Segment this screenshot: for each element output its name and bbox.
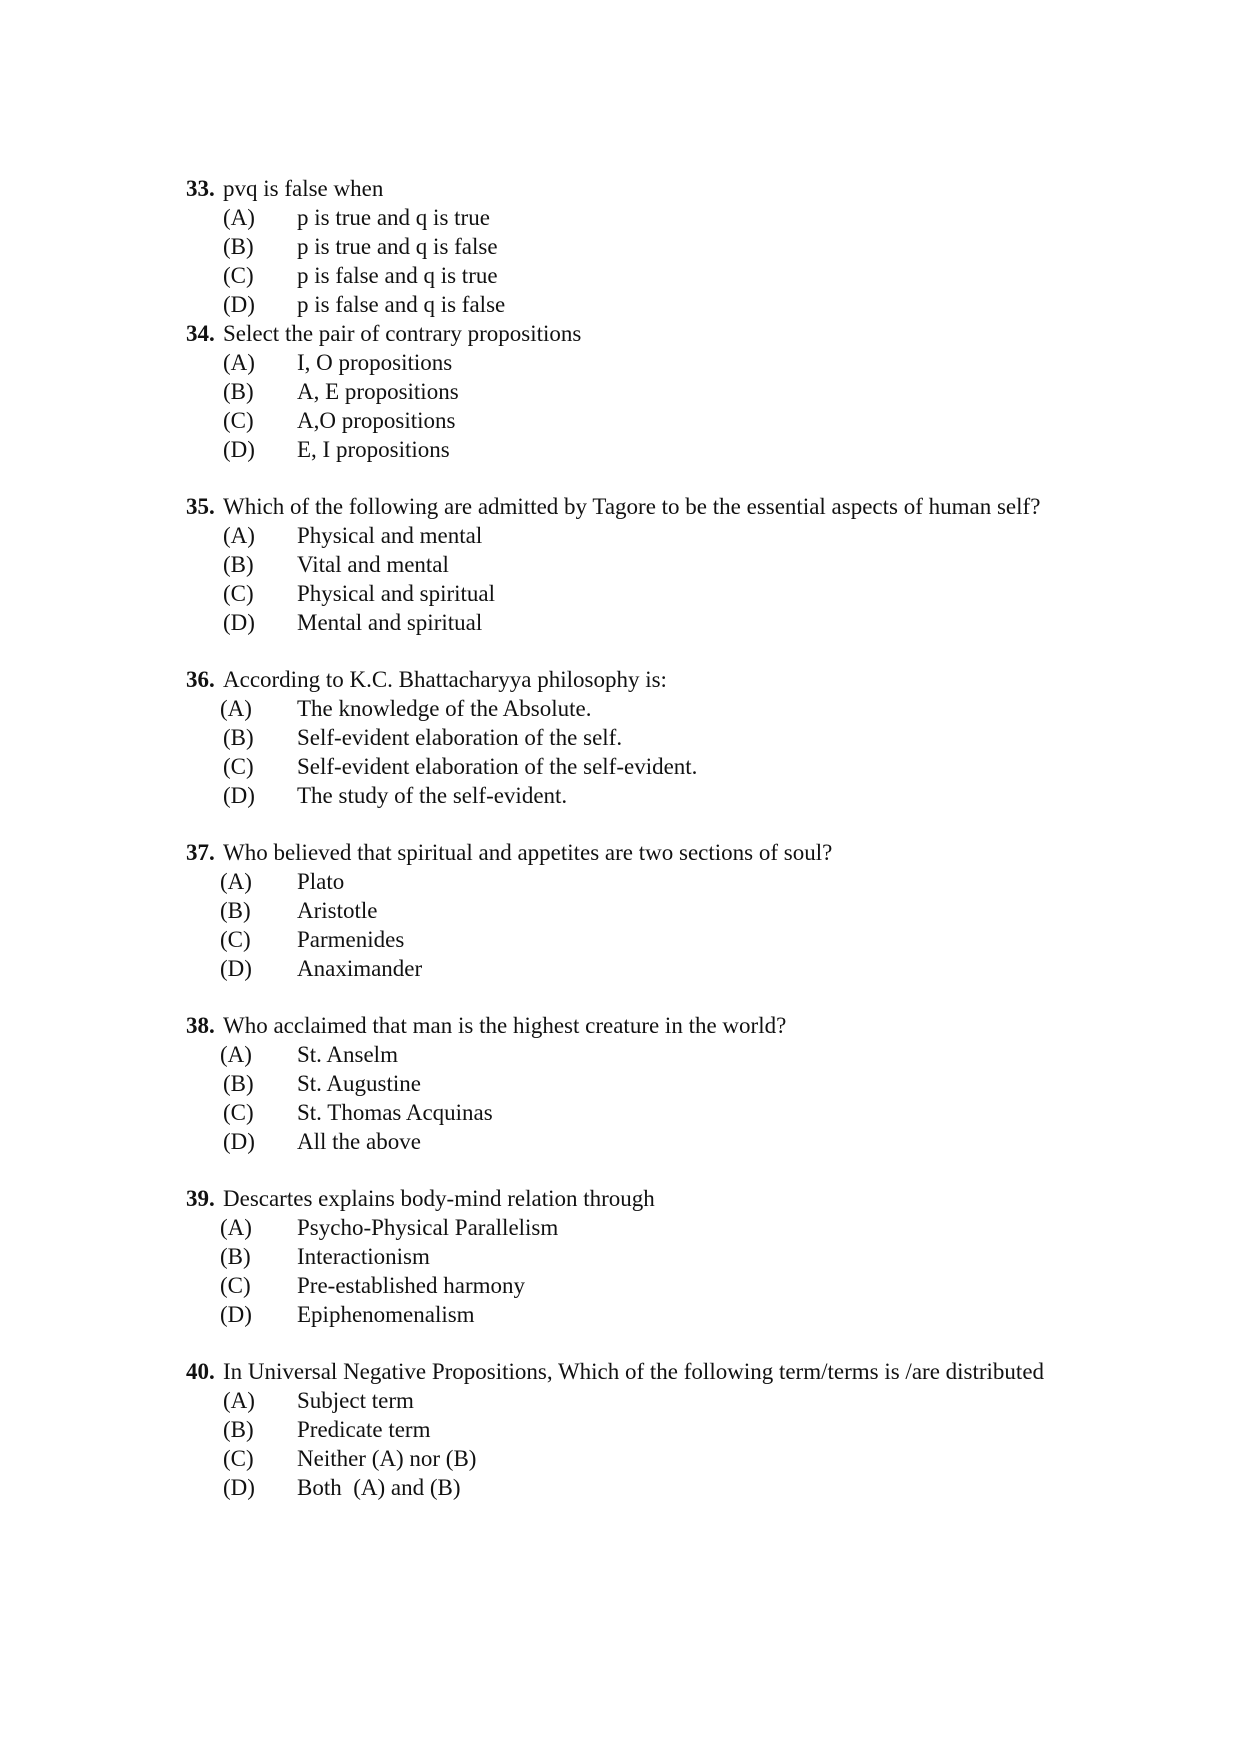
option-text: Mental and spiritual bbox=[297, 610, 483, 635]
option-text: I, O propositions bbox=[297, 350, 453, 375]
option-d bbox=[223, 1127, 1086, 1156]
option-text: Parmenides bbox=[297, 927, 405, 952]
option-text: Pre-established harmony bbox=[297, 1273, 526, 1298]
option-label: (B) bbox=[220, 898, 251, 923]
option-d bbox=[220, 1300, 1086, 1329]
question-stem bbox=[186, 1184, 1086, 1213]
option-c bbox=[223, 406, 1086, 435]
question-text: In Universal Negative Propositions, Which of the following term/terms is /are distributed bbox=[223, 1359, 1045, 1384]
option-text: Self-evident elaboration of the self. bbox=[297, 725, 623, 750]
option-label: (C) bbox=[223, 263, 254, 288]
question-stem bbox=[186, 665, 1086, 694]
option-c bbox=[223, 752, 1086, 781]
question-36 bbox=[186, 665, 1086, 810]
question-text: Select the pair of contrary propositions bbox=[223, 321, 582, 346]
option-b bbox=[223, 550, 1086, 579]
option-a bbox=[220, 867, 1086, 896]
question-number: 39. bbox=[186, 1186, 215, 1211]
option-label: (A) bbox=[223, 1388, 255, 1413]
question-number: 33. bbox=[186, 176, 215, 201]
option-label: (C) bbox=[223, 1100, 254, 1125]
option-label: (C) bbox=[223, 754, 254, 779]
option-label: (A) bbox=[220, 869, 252, 894]
option-label: (D) bbox=[223, 1475, 255, 1500]
option-label: (D) bbox=[223, 437, 255, 462]
option-d bbox=[223, 781, 1086, 810]
question-number: 40. bbox=[186, 1359, 215, 1384]
option-b bbox=[220, 1242, 1086, 1271]
option-text: Anaximander bbox=[297, 956, 423, 981]
option-label: (B) bbox=[223, 234, 254, 259]
question-39 bbox=[186, 1184, 1086, 1329]
option-label: (A) bbox=[223, 523, 255, 548]
option-c bbox=[220, 925, 1086, 954]
option-c bbox=[223, 1444, 1086, 1473]
option-label: (C) bbox=[220, 1273, 251, 1298]
option-text: Physical and mental bbox=[297, 523, 483, 548]
option-label: (D) bbox=[223, 783, 255, 808]
question-number: 36. bbox=[186, 667, 215, 692]
question-35 bbox=[186, 492, 1086, 637]
question-37 bbox=[186, 838, 1086, 983]
question-number: 34. bbox=[186, 321, 215, 346]
question-stem bbox=[186, 838, 1086, 867]
option-c bbox=[223, 261, 1086, 290]
option-label: (B) bbox=[223, 379, 254, 404]
option-label: (C) bbox=[220, 927, 251, 952]
option-label: (A) bbox=[223, 205, 255, 230]
question-40 bbox=[186, 1357, 1086, 1502]
question-stem bbox=[186, 1011, 1086, 1040]
option-a bbox=[223, 1386, 1086, 1415]
option-text: Subject term bbox=[297, 1388, 414, 1413]
question-stem bbox=[186, 492, 1086, 521]
option-label: (D) bbox=[223, 610, 255, 635]
option-text: The study of the self-evident. bbox=[297, 783, 568, 808]
option-a bbox=[220, 1213, 1086, 1242]
option-text: St. Anselm bbox=[297, 1042, 398, 1067]
option-c bbox=[223, 1098, 1086, 1127]
question-text: According to K.C. Bhattacharyya philosophy is: bbox=[223, 667, 667, 692]
option-text: A,O propositions bbox=[297, 408, 456, 433]
option-text: E, I propositions bbox=[297, 437, 450, 462]
option-label: (D) bbox=[220, 956, 252, 981]
question-number: 37. bbox=[186, 840, 215, 865]
question-38 bbox=[186, 1011, 1086, 1156]
option-label: (B) bbox=[223, 1071, 254, 1096]
option-label: (A) bbox=[223, 350, 255, 375]
question-text: pvq is false when bbox=[223, 176, 384, 201]
option-b bbox=[223, 1069, 1086, 1098]
option-d bbox=[223, 290, 1086, 319]
option-text: Interactionism bbox=[297, 1244, 430, 1269]
option-b bbox=[223, 232, 1086, 261]
question-stem bbox=[186, 174, 1086, 203]
option-text: p is false and q is true bbox=[297, 263, 498, 288]
option-a bbox=[223, 348, 1086, 377]
option-text: Aristotle bbox=[297, 898, 378, 923]
option-text: p is true and q is false bbox=[297, 234, 498, 259]
option-text: Epiphenomenalism bbox=[297, 1302, 475, 1327]
option-a bbox=[223, 521, 1086, 550]
question-number: 35. bbox=[186, 494, 215, 519]
option-a bbox=[220, 1040, 1086, 1069]
option-c bbox=[220, 1271, 1086, 1300]
question-paper-page bbox=[186, 174, 1086, 1502]
option-label: (A) bbox=[220, 1042, 252, 1067]
option-text: All the above bbox=[297, 1129, 421, 1154]
question-stem bbox=[186, 1357, 1086, 1386]
question-text: Which of the following are admitted by Tagore to be the essential aspects of human self? bbox=[223, 494, 1041, 519]
question-text: Who believed that spiritual and appetites are two sections of soul? bbox=[223, 840, 833, 865]
option-b bbox=[223, 723, 1086, 752]
option-text: Neither (A) nor (B) bbox=[297, 1446, 477, 1471]
option-label: (B) bbox=[223, 1417, 254, 1442]
question-33 bbox=[186, 174, 1086, 319]
option-label: (B) bbox=[220, 1244, 251, 1269]
option-text: A, E propositions bbox=[297, 379, 459, 404]
option-text: Plato bbox=[297, 869, 345, 894]
option-text: Psycho-Physical Parallelism bbox=[297, 1215, 559, 1240]
option-label: (C) bbox=[223, 408, 254, 433]
option-d bbox=[223, 608, 1086, 637]
option-label: (A) bbox=[220, 696, 252, 721]
option-b bbox=[223, 377, 1086, 406]
question-stem bbox=[186, 319, 1086, 348]
option-a bbox=[220, 694, 1086, 723]
option-label: (D) bbox=[223, 292, 255, 317]
option-label: (B) bbox=[223, 552, 254, 577]
option-text: Physical and spiritual bbox=[297, 581, 496, 606]
option-label: (A) bbox=[220, 1215, 252, 1240]
option-label: (C) bbox=[223, 581, 254, 606]
option-text: Self-evident elaboration of the self-evident. bbox=[297, 754, 698, 779]
option-text: p is false and q is false bbox=[297, 292, 506, 317]
option-text: St. Augustine bbox=[297, 1071, 421, 1096]
option-c bbox=[223, 579, 1086, 608]
option-text: Both (A) and (B) bbox=[297, 1475, 461, 1500]
question-text: Descartes explains body-mind relation through bbox=[223, 1186, 655, 1211]
option-text: The knowledge of the Absolute. bbox=[297, 696, 592, 721]
option-b bbox=[220, 896, 1086, 925]
option-label: (B) bbox=[223, 725, 254, 750]
option-text: Vital and mental bbox=[297, 552, 449, 577]
question-number: 38. bbox=[186, 1013, 215, 1038]
question-text: Who acclaimed that man is the highest creature in the world? bbox=[223, 1013, 787, 1038]
option-text: Predicate term bbox=[297, 1417, 431, 1442]
option-b bbox=[223, 1415, 1086, 1444]
option-text: p is true and q is true bbox=[297, 205, 490, 230]
option-a bbox=[223, 203, 1086, 232]
option-d bbox=[223, 1473, 1086, 1502]
option-d bbox=[223, 435, 1086, 464]
option-text: St. Thomas Acquinas bbox=[297, 1100, 493, 1125]
option-label: (C) bbox=[223, 1446, 254, 1471]
option-label: (D) bbox=[220, 1302, 252, 1327]
option-label: (D) bbox=[223, 1129, 255, 1154]
question-34 bbox=[186, 319, 1086, 464]
option-d bbox=[220, 954, 1086, 983]
